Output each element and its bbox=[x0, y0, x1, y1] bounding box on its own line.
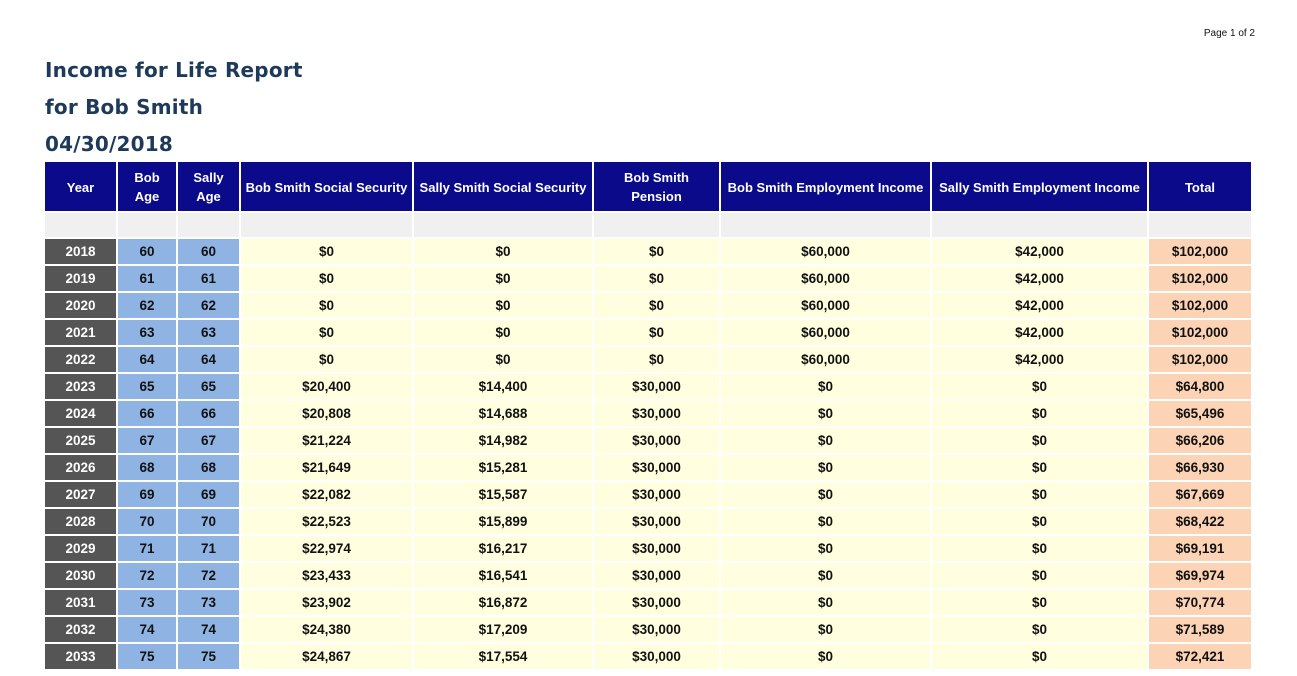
spacer-cell bbox=[594, 211, 719, 237]
sally-employment-income-cell: $0 bbox=[932, 615, 1147, 642]
bob-age-cell: 70 bbox=[118, 507, 176, 534]
table-row bbox=[45, 642, 1251, 669]
sally-social-security-cell: $15,899 bbox=[414, 507, 592, 534]
sally-social-security-cell: $16,217 bbox=[414, 534, 592, 561]
year-cell: 2024 bbox=[45, 399, 116, 426]
report-title: Income for Life Report bbox=[45, 58, 303, 82]
income-table-container bbox=[45, 162, 1253, 669]
bob-age-cell: 67 bbox=[118, 426, 176, 453]
bob-age-cell: 69 bbox=[118, 480, 176, 507]
bob-social-security-cell: $21,224 bbox=[241, 426, 412, 453]
sally-age-cell: 69 bbox=[178, 480, 239, 507]
year-cell: 2027 bbox=[45, 480, 116, 507]
bob-social-security-cell: $23,433 bbox=[241, 561, 412, 588]
table-row bbox=[45, 291, 1251, 318]
sally-age-cell: 66 bbox=[178, 399, 239, 426]
year-cell: 2020 bbox=[45, 291, 116, 318]
sally-social-security-cell: $16,872 bbox=[414, 588, 592, 615]
header-bob-social-security: Bob Smith Social Security bbox=[241, 162, 412, 211]
bob-social-security-cell: $22,974 bbox=[241, 534, 412, 561]
total-cell: $67,669 bbox=[1149, 480, 1251, 507]
sally-employment-income-cell: $42,000 bbox=[932, 345, 1147, 372]
bob-pension-cell: $30,000 bbox=[594, 372, 719, 399]
sally-age-cell: 67 bbox=[178, 426, 239, 453]
bob-pension-cell: $30,000 bbox=[594, 426, 719, 453]
bob-social-security-cell: $24,380 bbox=[241, 615, 412, 642]
bob-social-security-cell: $22,082 bbox=[241, 480, 412, 507]
sally-employment-income-cell: $0 bbox=[932, 480, 1147, 507]
bob-age-cell: 75 bbox=[118, 642, 176, 669]
spacer-cell bbox=[414, 211, 592, 237]
bob-social-security-cell: $0 bbox=[241, 318, 412, 345]
total-cell: $68,422 bbox=[1149, 507, 1251, 534]
sally-age-cell: 68 bbox=[178, 453, 239, 480]
bob-social-security-cell: $24,867 bbox=[241, 642, 412, 669]
header-row bbox=[45, 162, 1251, 211]
sally-age-cell: 65 bbox=[178, 372, 239, 399]
bob-age-cell: 65 bbox=[118, 372, 176, 399]
bob-employment-income-cell: $60,000 bbox=[721, 264, 930, 291]
sally-social-security-cell: $0 bbox=[414, 237, 592, 264]
page-indicator: Page 1 of 2 bbox=[1203, 28, 1255, 39]
bob-employment-income-cell: $60,000 bbox=[721, 345, 930, 372]
total-cell: $64,800 bbox=[1149, 372, 1251, 399]
bob-employment-income-cell: $0 bbox=[721, 534, 930, 561]
sally-age-cell: 74 bbox=[178, 615, 239, 642]
table-row bbox=[45, 237, 1251, 264]
sally-age-cell: 75 bbox=[178, 642, 239, 669]
spacer-cell bbox=[1149, 211, 1251, 237]
table-row bbox=[45, 534, 1251, 561]
table-row bbox=[45, 318, 1251, 345]
sally-social-security-cell: $14,688 bbox=[414, 399, 592, 426]
header-bob-age: Bob Age bbox=[118, 162, 176, 211]
total-cell: $102,000 bbox=[1149, 318, 1251, 345]
bob-age-cell: 73 bbox=[118, 588, 176, 615]
sally-employment-income-cell: $0 bbox=[932, 561, 1147, 588]
sally-social-security-cell: $15,281 bbox=[414, 453, 592, 480]
bob-age-cell: 68 bbox=[118, 453, 176, 480]
header-total: Total bbox=[1149, 162, 1251, 211]
table-row bbox=[45, 372, 1251, 399]
total-cell: $102,000 bbox=[1149, 345, 1251, 372]
year-cell: 2025 bbox=[45, 426, 116, 453]
sally-social-security-cell: $0 bbox=[414, 291, 592, 318]
bob-employment-income-cell: $0 bbox=[721, 480, 930, 507]
bob-social-security-cell: $20,808 bbox=[241, 399, 412, 426]
sally-age-cell: 64 bbox=[178, 345, 239, 372]
bob-employment-income-cell: $0 bbox=[721, 561, 930, 588]
report-date: 04/30/2018 bbox=[45, 132, 173, 156]
bob-pension-cell: $30,000 bbox=[594, 480, 719, 507]
sally-employment-income-cell: $0 bbox=[932, 642, 1147, 669]
report-header bbox=[45, 52, 303, 163]
table-row bbox=[45, 426, 1251, 453]
bob-age-cell: 60 bbox=[118, 237, 176, 264]
sally-employment-income-cell: $42,000 bbox=[932, 318, 1147, 345]
bob-age-cell: 71 bbox=[118, 534, 176, 561]
year-cell: 2031 bbox=[45, 588, 116, 615]
table-row bbox=[45, 453, 1251, 480]
year-cell: 2023 bbox=[45, 372, 116, 399]
year-cell: 2021 bbox=[45, 318, 116, 345]
bob-pension-cell: $0 bbox=[594, 291, 719, 318]
spacer-row bbox=[45, 211, 1251, 237]
spacer-cell bbox=[241, 211, 412, 237]
table-row bbox=[45, 588, 1251, 615]
bob-social-security-cell: $23,902 bbox=[241, 588, 412, 615]
sally-employment-income-cell: $0 bbox=[932, 588, 1147, 615]
bob-employment-income-cell: $0 bbox=[721, 453, 930, 480]
sally-social-security-cell: $14,982 bbox=[414, 426, 592, 453]
bob-pension-cell: $30,000 bbox=[594, 534, 719, 561]
bob-pension-cell: $30,000 bbox=[594, 588, 719, 615]
header-sally-social-security: Sally Smith Social Security bbox=[414, 162, 592, 211]
bob-age-cell: 61 bbox=[118, 264, 176, 291]
year-cell: 2028 bbox=[45, 507, 116, 534]
year-cell: 2026 bbox=[45, 453, 116, 480]
bob-social-security-cell: $22,523 bbox=[241, 507, 412, 534]
sally-age-cell: 63 bbox=[178, 318, 239, 345]
bob-pension-cell: $30,000 bbox=[594, 507, 719, 534]
year-cell: 2018 bbox=[45, 237, 116, 264]
bob-age-cell: 62 bbox=[118, 291, 176, 318]
header-bob-employment-income: Bob Smith Employment Income bbox=[721, 162, 930, 211]
year-cell: 2032 bbox=[45, 615, 116, 642]
sally-age-cell: 73 bbox=[178, 588, 239, 615]
bob-pension-cell: $30,000 bbox=[594, 615, 719, 642]
bob-pension-cell: $30,000 bbox=[594, 453, 719, 480]
bob-employment-income-cell: $0 bbox=[721, 615, 930, 642]
sally-employment-income-cell: $0 bbox=[932, 453, 1147, 480]
bob-employment-income-cell: $0 bbox=[721, 507, 930, 534]
table-row bbox=[45, 399, 1251, 426]
spacer-cell bbox=[721, 211, 930, 237]
bob-age-cell: 64 bbox=[118, 345, 176, 372]
table-row bbox=[45, 264, 1251, 291]
total-cell: $102,000 bbox=[1149, 264, 1251, 291]
bob-pension-cell: $30,000 bbox=[594, 642, 719, 669]
sally-age-cell: 71 bbox=[178, 534, 239, 561]
year-cell: 2022 bbox=[45, 345, 116, 372]
bob-age-cell: 63 bbox=[118, 318, 176, 345]
bob-social-security-cell: $21,649 bbox=[241, 453, 412, 480]
spacer-cell bbox=[45, 211, 116, 237]
table-row bbox=[45, 507, 1251, 534]
sally-employment-income-cell: $0 bbox=[932, 399, 1147, 426]
sally-employment-income-cell: $0 bbox=[932, 372, 1147, 399]
bob-pension-cell: $0 bbox=[594, 264, 719, 291]
bob-employment-income-cell: $0 bbox=[721, 372, 930, 399]
bob-social-security-cell: $20,400 bbox=[241, 372, 412, 399]
sally-social-security-cell: $16,541 bbox=[414, 561, 592, 588]
total-cell: $66,930 bbox=[1149, 453, 1251, 480]
sally-age-cell: 60 bbox=[178, 237, 239, 264]
sally-employment-income-cell: $0 bbox=[932, 534, 1147, 561]
table-row bbox=[45, 345, 1251, 372]
sally-age-cell: 61 bbox=[178, 264, 239, 291]
spacer-cell bbox=[178, 211, 239, 237]
table-row bbox=[45, 480, 1251, 507]
bob-pension-cell: $0 bbox=[594, 345, 719, 372]
sally-age-cell: 62 bbox=[178, 291, 239, 318]
total-cell: $69,191 bbox=[1149, 534, 1251, 561]
spacer-cell bbox=[932, 211, 1147, 237]
sally-social-security-cell: $17,554 bbox=[414, 642, 592, 669]
bob-employment-income-cell: $0 bbox=[721, 642, 930, 669]
report-subtitle: for Bob Smith bbox=[45, 95, 204, 119]
bob-social-security-cell: $0 bbox=[241, 345, 412, 372]
bob-age-cell: 72 bbox=[118, 561, 176, 588]
bob-pension-cell: $30,000 bbox=[594, 561, 719, 588]
bob-pension-cell: $30,000 bbox=[594, 399, 719, 426]
bob-social-security-cell: $0 bbox=[241, 237, 412, 264]
bob-age-cell: 66 bbox=[118, 399, 176, 426]
sally-employment-income-cell: $42,000 bbox=[932, 291, 1147, 318]
year-cell: 2030 bbox=[45, 561, 116, 588]
sally-age-cell: 72 bbox=[178, 561, 239, 588]
bob-employment-income-cell: $0 bbox=[721, 426, 930, 453]
total-cell: $102,000 bbox=[1149, 237, 1251, 264]
sally-social-security-cell: $14,400 bbox=[414, 372, 592, 399]
bob-social-security-cell: $0 bbox=[241, 291, 412, 318]
sally-social-security-cell: $0 bbox=[414, 318, 592, 345]
sally-employment-income-cell: $0 bbox=[932, 507, 1147, 534]
header-sally-age: Sally Age bbox=[178, 162, 239, 211]
total-cell: $65,496 bbox=[1149, 399, 1251, 426]
sally-social-security-cell: $0 bbox=[414, 345, 592, 372]
sally-social-security-cell: $15,587 bbox=[414, 480, 592, 507]
spacer-cell bbox=[118, 211, 176, 237]
total-cell: $70,774 bbox=[1149, 588, 1251, 615]
table-row bbox=[45, 561, 1251, 588]
sally-age-cell: 70 bbox=[178, 507, 239, 534]
year-cell: 2029 bbox=[45, 534, 116, 561]
total-cell: $69,974 bbox=[1149, 561, 1251, 588]
bob-employment-income-cell: $0 bbox=[721, 588, 930, 615]
year-cell: 2033 bbox=[45, 642, 116, 669]
header-year: Year bbox=[45, 162, 116, 211]
sally-social-security-cell: $0 bbox=[414, 264, 592, 291]
year-cell: 2019 bbox=[45, 264, 116, 291]
bob-social-security-cell: $0 bbox=[241, 264, 412, 291]
sally-employment-income-cell: $42,000 bbox=[932, 264, 1147, 291]
bob-pension-cell: $0 bbox=[594, 237, 719, 264]
header-bob-pension: Bob Smith Pension bbox=[594, 162, 719, 211]
bob-employment-income-cell: $60,000 bbox=[721, 237, 930, 264]
bob-employment-income-cell: $60,000 bbox=[721, 318, 930, 345]
sally-employment-income-cell: $0 bbox=[932, 426, 1147, 453]
bob-employment-income-cell: $60,000 bbox=[721, 291, 930, 318]
total-cell: $72,421 bbox=[1149, 642, 1251, 669]
bob-employment-income-cell: $0 bbox=[721, 399, 930, 426]
total-cell: $66,206 bbox=[1149, 426, 1251, 453]
sally-social-security-cell: $17,209 bbox=[414, 615, 592, 642]
sally-employment-income-cell: $42,000 bbox=[932, 237, 1147, 264]
header-sally-employment-income: Sally Smith Employment Income bbox=[932, 162, 1147, 211]
total-cell: $71,589 bbox=[1149, 615, 1251, 642]
bob-age-cell: 74 bbox=[118, 615, 176, 642]
table-row bbox=[45, 615, 1251, 642]
bob-pension-cell: $0 bbox=[594, 318, 719, 345]
income-table bbox=[43, 162, 1253, 669]
total-cell: $102,000 bbox=[1149, 291, 1251, 318]
